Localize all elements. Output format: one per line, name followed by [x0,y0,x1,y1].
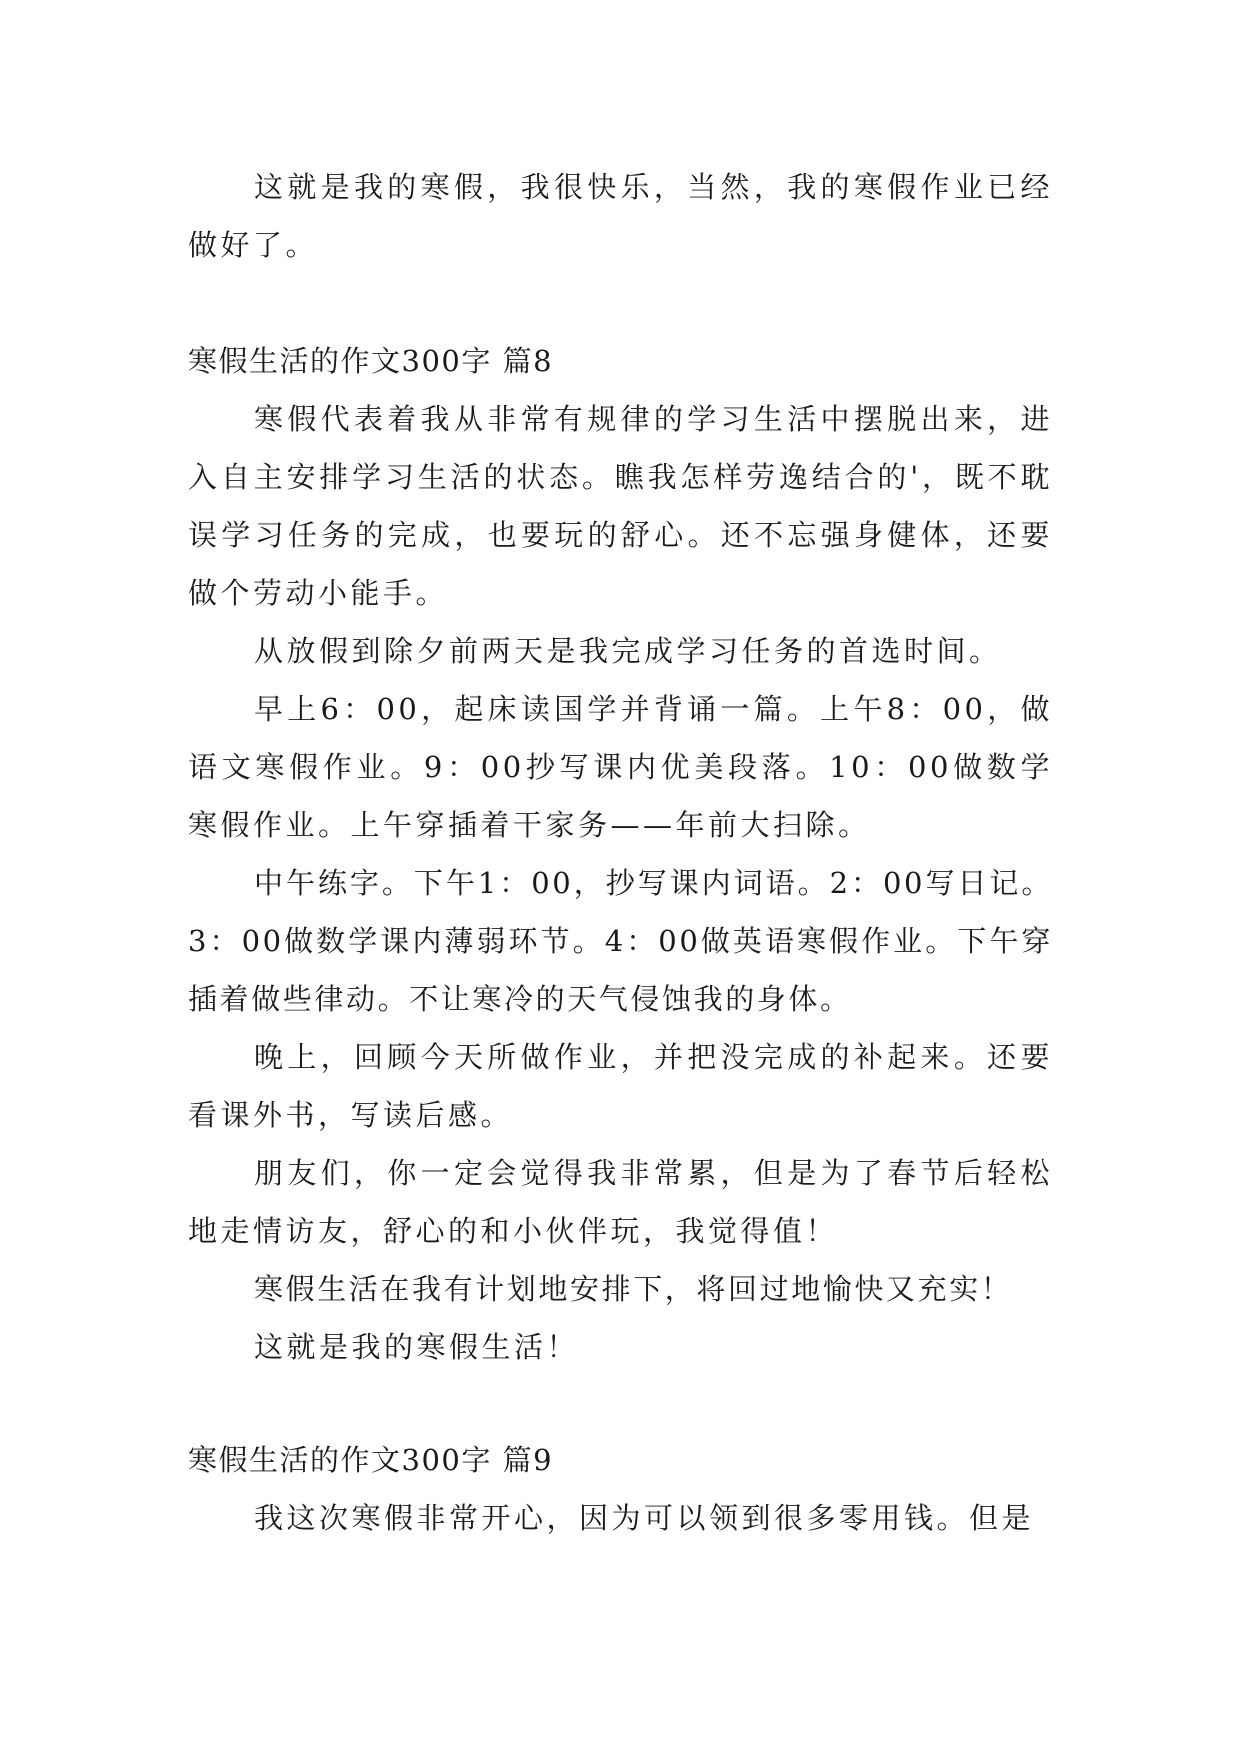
section-8-paragraph-8: 这就是我的寒假生活！ [254,1330,580,1364]
section-9-heading-wrap [188,1431,1053,1489]
section-9-heading: 寒假生活的作文300字 篇9 [188,1443,554,1477]
section-8-paragraph-6: 朋友们，你一定会觉得我非常累，但是为了春节后轻松地走情访友，舒心的和小伙伴玩，我觉得值！ [188,1156,1053,1248]
section-9-paragraph-1: 我这次寒假非常开心，因为可以领到很多零用钱。但是 [254,1501,1035,1535]
section-8-paragraph-5: 晚上，回顾今天所做作业，并把没完成的补起来。还要看课外书，写读后感。 [188,1040,1053,1132]
section-8-heading: 寒假生活的作文300字 篇8 [188,344,554,378]
section-8-paragraph-2: 从放假到除夕前两天是我完成学习任务的首选时间。 [254,634,1002,668]
section-8-paragraph-1: 寒假代表着我从非常有规律的学习生活中摆脱出来，进入自主安排学习生活的状态。瞧我怎样劳逸结合的'，既不耽误学习任务的完成，也要玩的舒心。还不忘强身健体，还要做个劳动小能手。 [188,402,1053,610]
section-8-body [188,390,1053,1376]
section-8-paragraph-3: 早上6：00，起床读国学并背诵一篇。上午8：00，做语文寒假作业。9：00抄写课内优美段落。10：00做数学寒假作业。上午穿插着干家务——年前大扫除。 [188,692,1053,842]
section-8-paragraph-7: 寒假生活在我有计划地安排下，将回过地愉快又充实！ [254,1272,1013,1306]
section-9-body [188,1489,1053,1547]
intro-paragraph: 这就是我的寒假，我很快乐，当然，我的寒假作业已经做好了。 [188,170,1053,262]
section-8-heading-wrap [188,332,1053,390]
intro-block [188,158,1053,274]
section-8-paragraph-4: 中午练字。下午1：00，抄写课内词语。2：00写日记。3：00做数学课内薄弱环节。4：00做英语寒假作业。下午穿插着做些律动。不让寒冷的天气侵蚀我的身体。 [188,866,1053,1016]
